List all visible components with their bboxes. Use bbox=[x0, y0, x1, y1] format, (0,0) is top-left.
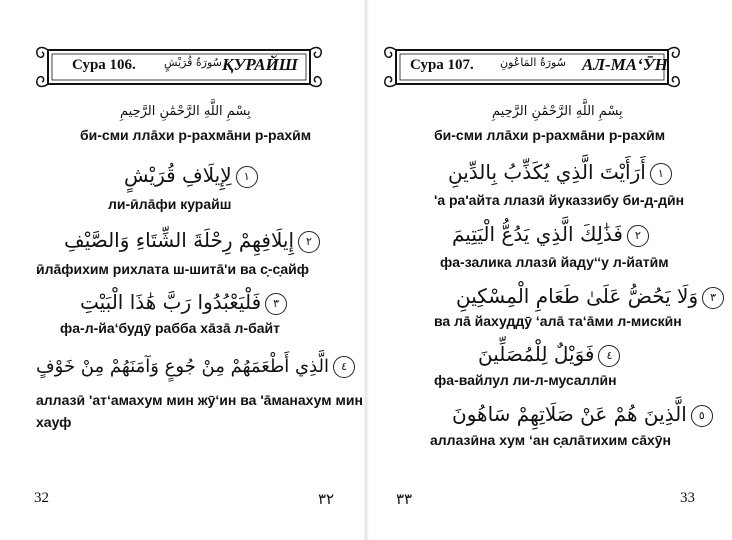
verse-transliteration: ӣлāфихим рихлата ш-шитā'и ва с̣-с̣айф bbox=[36, 261, 309, 277]
sura-label: Сура 107. bbox=[410, 57, 474, 73]
page-number-arabic: ٣٢ bbox=[318, 492, 335, 508]
sura-name: АЛ-МА‘ӮН bbox=[582, 55, 668, 74]
sura-label: Сура 106. bbox=[72, 57, 136, 73]
verse-transliteration-continued: хауф bbox=[36, 414, 72, 430]
verse-transliteration: 'а ра'айта ллазӣ йуказзибу би-д-дӣн bbox=[434, 192, 685, 208]
verse-arabic bbox=[64, 228, 324, 253]
verse-number-badge: ٢ bbox=[627, 225, 649, 247]
verse-transliteration: ли-ӣлāфи курайш bbox=[108, 196, 232, 212]
verse-arabic bbox=[36, 356, 359, 378]
verse-number-badge: ٤ bbox=[598, 345, 620, 367]
verse-number-badge: ٣ bbox=[265, 293, 287, 315]
verse-transliteration: фа-залика ллазӣ йаду‘‘у л-йатӣм bbox=[440, 254, 669, 270]
verse-transliteration: аллазӣна хум ‘ан с̣алāтихим сāхӯн bbox=[430, 432, 672, 448]
verse-arabic-text: فَذَٰلِكَ الَّذِي يَدُعُّ الْيَتِيمَ bbox=[452, 222, 623, 246]
page-number: 32 bbox=[34, 490, 49, 506]
verse-arabic-text: لِإِيلَافِ قُرَيْشٍ bbox=[124, 163, 232, 187]
page-number-arabic: ٣٣ bbox=[396, 492, 413, 508]
sura-name: ҚУРАЙШ bbox=[222, 55, 298, 74]
verse-arabic bbox=[452, 402, 717, 427]
bismillah-arabic: بِسْمِ اللَّهِ الرَّحْمَٰنِ الرَّحِيمِ bbox=[120, 104, 251, 119]
verse-transliteration: фа-л-йа‘будӯ рабба хāзā л-байт bbox=[60, 320, 280, 336]
verse-arabic bbox=[456, 284, 728, 309]
verse-number-badge: ٢ bbox=[298, 231, 320, 253]
verse-arabic-text: أَرَأَيْتَ الَّذِي يُكَذِّبُ بِالدِّينِ bbox=[448, 160, 646, 184]
verse-number-badge: ٤ bbox=[333, 356, 355, 378]
verse-arabic bbox=[478, 342, 624, 367]
verse-arabic bbox=[452, 222, 653, 247]
page-number: 33 bbox=[680, 490, 695, 506]
verse-arabic-text: إِيلَافِهِمْ رِحْلَةَ الشِّتَاءِ وَالصَّيْفِ bbox=[64, 228, 294, 252]
verse-transliteration: аллазӣ 'ат‘амахум мин жӯ‘ин ва 'āманахум мин bbox=[36, 392, 363, 408]
verse-arabic-text: فَوَيْلٌ لِلْمُصَلِّينَ bbox=[478, 342, 595, 366]
verse-arabic-text: فَلْيَعْبُدُوا رَبَّ هَٰذَا الْبَيْتِ bbox=[80, 290, 262, 314]
verse-transliteration: фа-вайлул ли-л-мусаллӣн bbox=[434, 372, 617, 388]
sura-header-frame bbox=[34, 42, 324, 92]
sura-arabic-title: سُورَةُ قُرَيْشٍ bbox=[164, 56, 222, 69]
right-page bbox=[368, 0, 732, 540]
verse-arabic bbox=[448, 160, 676, 185]
bismillah-transliteration: би-сми ллāхи р-рахмāни р-рахӣм bbox=[434, 127, 666, 143]
verse-transliteration: ва лā йахуддӯ ‘алā та‘āми л-мискӣн bbox=[434, 313, 682, 329]
verse-number-badge: ١ bbox=[650, 163, 672, 185]
verse-arabic bbox=[80, 290, 291, 315]
left-page bbox=[0, 0, 364, 540]
verse-arabic bbox=[124, 163, 262, 188]
verse-number-badge: ٥ bbox=[691, 405, 713, 427]
sura-arabic-title: سُورَةُ المَاعُونِ bbox=[500, 56, 566, 69]
bismillah-transliteration: би-сми ллāхи р-рахмāни р-рахӣм bbox=[80, 127, 312, 143]
verse-arabic-text: وَلَا يَحُضُّ عَلَىٰ طَعَامِ الْمِسْكِينِ bbox=[456, 284, 699, 308]
verse-arabic-text: الَّذِي أَطْعَمَهُمْ مِنْ جُوعٍ وَآمَنَهُمْ مِنْ خَوْفٍ bbox=[36, 356, 330, 377]
verse-number-badge: ٣ bbox=[702, 287, 724, 309]
bismillah-arabic: بِسْمِ اللَّهِ الرَّحْمَٰنِ الرَّحِيمِ bbox=[492, 104, 623, 119]
verse-arabic-text: الَّذِينَ هُمْ عَنْ صَلَاتِهِمْ سَاهُونَ bbox=[452, 402, 687, 426]
verse-number-badge: ١ bbox=[236, 166, 258, 188]
sura-header-frame bbox=[382, 42, 682, 92]
